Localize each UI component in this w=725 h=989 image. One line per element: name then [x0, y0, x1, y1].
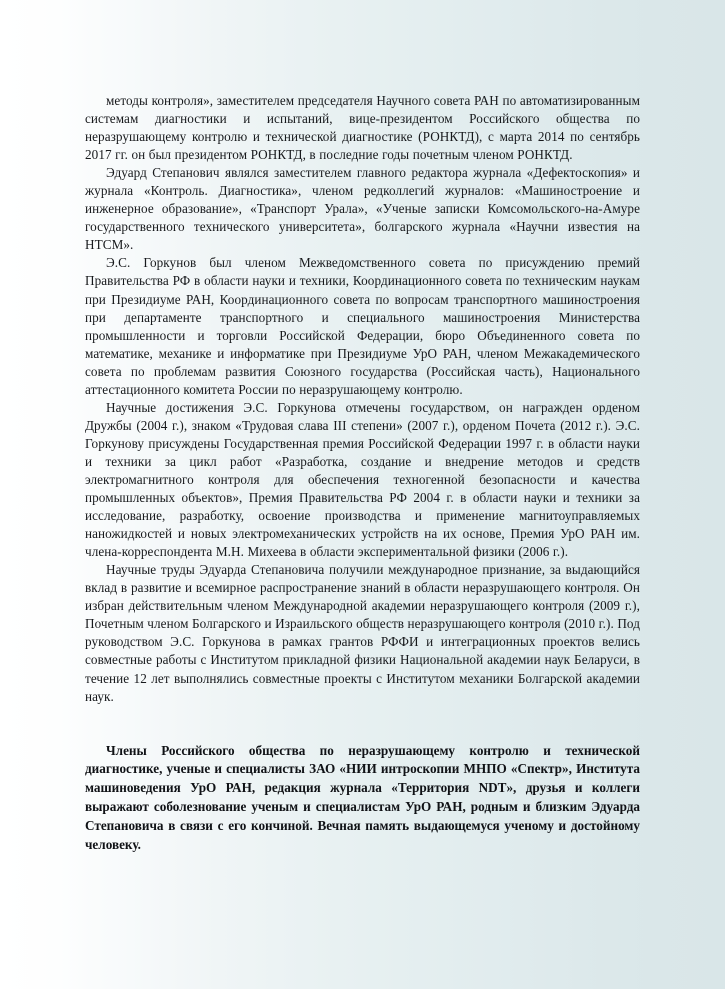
paragraph-2: Эдуард Степанович являлся заместителем главного редактора журнала «Дефектоскопия» и журнала «Контроль. Диагностика», членом редколлегий журналов: «Машиностроение и инженерное образование», «Транспорт Урала», «Ученые записки Комсомольского-на-Амуре государственного технического университета», болгарского журнала «Научни известия на НТСМ». [85, 165, 640, 253]
paragraph-spacer [85, 706, 640, 742]
closing-condolence-paragraph: Члены Российского общества по неразрушающему контролю и технической диагностике, ученые и специалисты ЗАО «НИИ интроскопии МНПО «Спектр», Института машиноведения УрО РАН, редакция журнала «Территория NDT», друзья и коллеги выражают соболезнование ученым и специалистам УрО РАН, родным и близким Эдуарда Степановича в связи с его кончиной. Вечная память выдающемуся ученому и достойному человеку. [85, 742, 640, 852]
paragraph-3: Э.С. Горкунов был членом Межведомственного совета по присуждению премий Правительства РФ в области науки и техники, Координационного совета по техническим наукам при Президиуме РАН, Координационного совета по вопросам транспортного машиностроения при департаменте транспортного и специального машиностроения Министерства промышленности и торговли Российской Федерации, бюро Объединенного совета по математике, механике и информатике при Президиуме УрО РАН, членом Межакадемического совета по проблемам развития Союзного государства (Российская часть), Национального аттестационного комитета России по неразрушающему контролю. [85, 255, 640, 397]
paragraph-5: Научные труды Эдуарда Степановича получили международное признание, за выдающийся вклад в развитие и всемирное распространение знаний в области неразрушающего контроля. Он избран действительным членом Международной академии неразрушающего контроля (2009 г.), Почетным членом Болгарского и Израильского обществ неразрушающего контроля (2010 г.). Под руководством Э.С. Горкунова в рамках грантов РФФИ и интеграционных проектов велись совместные работы с Институтом прикладной физики Национальной академии наук Беларуси, в течение 12 лет выполнялись совместные проекты с Институтом механики Болгарской академии наук. [85, 562, 640, 704]
paragraph-4: Научные достижения Э.С. Горкунова отмечены государством, он награжден орденом Дружбы (2004 г.), знаком «Трудовая слава III степени» (2007 г.), орденом Почета (2012 г.). Э.С. Горкунову присуждены Государственная премия Российской Федерации 1997 г. в области науки и техники за цикл работ «Разработка, создание и внедрение методов и средств электромагнитного контроля для обеспечения техногенной безопасности и качества промышленных объектов», Премия Правительства РФ 2004 г. в области науки и техники за исследование, разработку, освоение производства и применение магнитоуправляемых наножидкостей и новых электромеханических устройств на их основе, Премия УрО РАН им. члена-корреспондента М.Н. Михеева в области экспериментальной физики (2006 г.). [85, 399, 640, 560]
paragraph-1: методы контроля», заместителем председателя Научного совета РАН по автоматизированным системам диагностики и испытаний, вице-президентом Российского общества по неразрушающему контролю и технической диагностике (РОНКТД), с марта 2014 по сентябрь 2017 гг. он был президентом РОНКТД, в последние годы почетным членом РОНКТД. [85, 93, 640, 163]
text-column [85, 92, 640, 854]
